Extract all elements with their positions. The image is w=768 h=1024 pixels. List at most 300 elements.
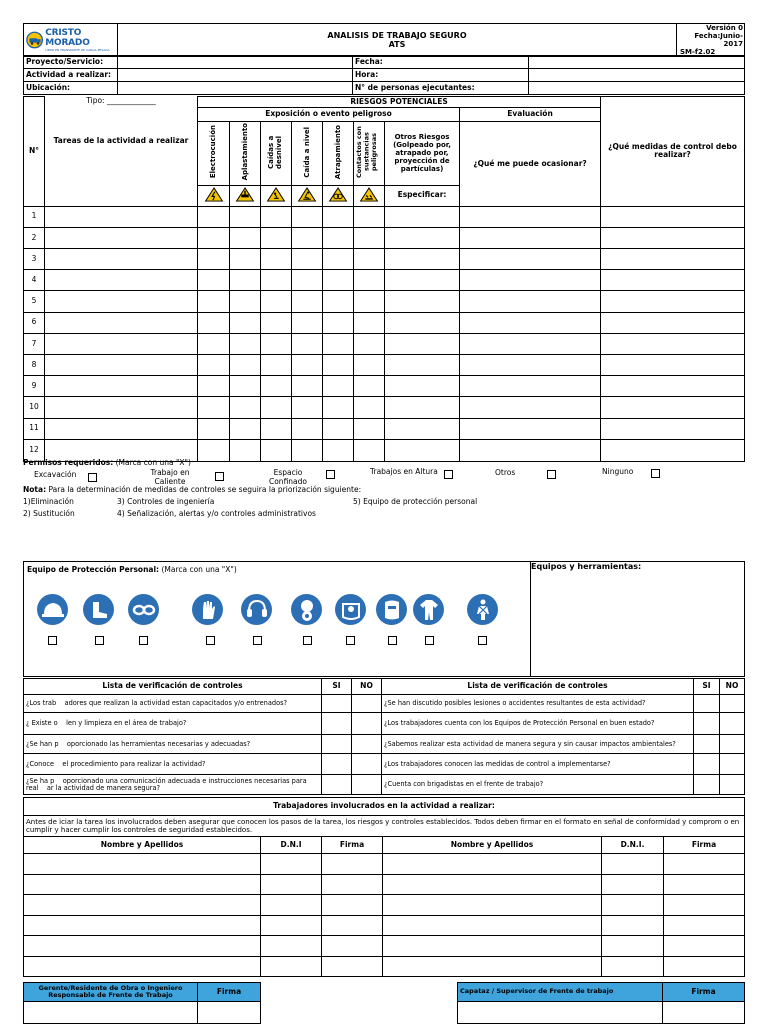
tipo-label: Tipo: _____________ (86, 96, 156, 105)
task-row (24, 397, 745, 418)
task-cell[interactable] (261, 227, 292, 248)
worker-cell[interactable] (261, 936, 322, 957)
worker-cell[interactable] (322, 915, 383, 936)
permit-label: Espacio Confinado (268, 468, 307, 486)
worker-row (24, 936, 745, 957)
truck-logo-icon (26, 30, 43, 50)
electric-warning-icon (198, 185, 230, 206)
task-cell[interactable] (261, 270, 292, 291)
task-cell[interactable] (198, 249, 230, 270)
checklist-no-cell[interactable] (720, 775, 745, 795)
time-field[interactable] (529, 69, 745, 82)
task-cell[interactable] (198, 270, 230, 291)
task-cell[interactable] (354, 439, 385, 461)
permit-trabajo-caliente (140, 469, 200, 486)
worker-cell[interactable] (261, 956, 322, 977)
task-cell[interactable] (230, 206, 261, 227)
worker-cell[interactable] (383, 874, 602, 895)
checklist-header-left: Lista de verificación de controles (24, 679, 322, 695)
workers-instructions: Antes de iciar la tarea los involucrados deben asegurar que conocen los pasos de la tarea, los riesgos y controles establecidos. Todos deben firmar en el formato en señal de conformidad y comprom o en cumplir y hacer cumplir los controles de seguridad establecidos. (24, 816, 745, 837)
task-cell[interactable] (354, 397, 385, 418)
task-cell[interactable] (292, 376, 323, 397)
note-line (23, 486, 361, 495)
task-cell[interactable] (45, 249, 198, 270)
task-cell[interactable] (261, 249, 292, 270)
checklist-question-right: ¿Cuenta con brigadistas en el frente de trabajo? (382, 775, 694, 795)
checklist-no-cell[interactable] (352, 754, 382, 775)
foreman-firma-label: Firma (663, 983, 745, 1002)
task-cell[interactable] (460, 312, 601, 333)
date-label: Fecha: (353, 56, 529, 69)
task-cell[interactable] (460, 249, 601, 270)
worker-cell[interactable] (664, 915, 745, 936)
task-cell[interactable] (261, 397, 292, 418)
task-row-number: 10 (24, 397, 45, 418)
checklist-question-right: ¿Los trabajadores conocen las medidas de control a implementarse? (382, 754, 694, 775)
worker-cell[interactable] (383, 936, 602, 957)
dni-header-right: D.N.I. (602, 837, 664, 854)
task-cell[interactable] (292, 206, 323, 227)
doc-title: ANALISIS DE TRABAJO SEGURO (327, 30, 467, 40)
worker-cell[interactable] (322, 854, 383, 875)
task-cell[interactable] (601, 418, 745, 439)
worker-cell[interactable] (664, 895, 745, 916)
task-row-number: 6 (24, 312, 45, 333)
worker-cell[interactable] (322, 895, 383, 916)
note-item-3: 3) Controles de ingeniería (117, 497, 215, 506)
task-cell[interactable] (323, 333, 354, 354)
task-cell[interactable] (385, 249, 460, 270)
task-cell[interactable] (198, 397, 230, 418)
header-table (23, 23, 745, 57)
task-cell[interactable] (323, 249, 354, 270)
task-cell[interactable] (601, 439, 745, 461)
checklist-row (24, 735, 745, 754)
checklist-no-cell[interactable] (720, 695, 745, 713)
worker-cell[interactable] (383, 895, 602, 916)
dni-header-left: D.N.I (261, 837, 322, 854)
location-field[interactable] (118, 82, 353, 95)
task-cell[interactable] (230, 439, 261, 461)
task-cell[interactable] (261, 418, 292, 439)
task-cell[interactable] (354, 333, 385, 354)
task-row-number: 8 (24, 354, 45, 375)
task-cell[interactable] (230, 376, 261, 397)
task-cell[interactable] (323, 206, 354, 227)
task-cell[interactable] (45, 376, 198, 397)
worker-cell[interactable] (383, 915, 602, 936)
si-header-left: SI (322, 679, 352, 695)
worker-cell[interactable] (664, 874, 745, 895)
worker-cell[interactable] (664, 854, 745, 875)
worker-cell[interactable] (24, 854, 261, 875)
checklist-no-cell[interactable] (352, 713, 382, 735)
que-puede-header: ¿Qué me puede ocasionar? (460, 122, 601, 207)
task-cell[interactable] (230, 354, 261, 375)
gloves-checkbox[interactable] (206, 636, 215, 645)
task-cell[interactable] (198, 439, 230, 461)
task-cell[interactable] (292, 270, 323, 291)
task-cell[interactable] (601, 270, 745, 291)
permit-altura-checkbox[interactable] (444, 470, 453, 479)
checklist-si-cell[interactable] (694, 695, 720, 713)
worker-cell[interactable] (261, 915, 322, 936)
hazard-atrapamiento (323, 122, 354, 186)
permit-otros (495, 469, 515, 478)
task-cell[interactable] (354, 354, 385, 375)
project-field[interactable] (118, 56, 353, 69)
hazard-label: Caídas a desnivel (267, 135, 284, 169)
task-cell[interactable] (198, 312, 230, 333)
task-cell[interactable] (601, 333, 745, 354)
checklist-si-cell[interactable] (694, 713, 720, 735)
worker-cell[interactable] (24, 915, 261, 936)
firma-header-right: Firma (664, 837, 745, 854)
task-row-number: 2 (24, 227, 45, 248)
task-cell[interactable] (323, 354, 354, 375)
task-cell[interactable] (460, 206, 601, 227)
task-cell[interactable] (385, 397, 460, 418)
task-cell[interactable] (198, 418, 230, 439)
task-cell[interactable] (601, 291, 745, 312)
epp-title (27, 566, 237, 575)
task-row-number: 1 (24, 206, 45, 227)
safety-glasses-icon (128, 594, 159, 625)
medidas-header: ¿Qué medidas de control debo realizar? (601, 97, 745, 207)
task-cell[interactable] (292, 397, 323, 418)
task-cell[interactable] (292, 439, 323, 461)
no-header-right: NO (720, 679, 745, 695)
welding-mask-icon (376, 594, 407, 625)
company-logo (24, 26, 117, 55)
task-cell[interactable] (45, 397, 198, 418)
task-cell[interactable] (601, 354, 745, 375)
worker-row (24, 874, 745, 895)
checklist-si-cell[interactable] (322, 695, 352, 713)
especificar-label: Especificar: (385, 185, 460, 206)
checklist-question-right: ¿Sabemos realizar esta actividad de manera segura y sin causar impactos ambientales? (382, 735, 694, 754)
task-cell[interactable] (460, 227, 601, 248)
checklist-question-left: ¿Conoce el procedimiento para realizar la actividad? (24, 754, 322, 775)
task-cell[interactable] (354, 270, 385, 291)
worker-cell[interactable] (383, 956, 602, 977)
task-cell[interactable] (385, 333, 460, 354)
welding-mask-checkbox[interactable] (388, 636, 397, 645)
workers-title: Trabajadores involucrados en la actividad a realizar: (24, 798, 745, 816)
task-cell[interactable] (354, 418, 385, 439)
task-cell[interactable] (460, 291, 601, 312)
coverall-icon (413, 594, 444, 625)
doc-subtitle: ATS (388, 40, 406, 50)
task-cell[interactable] (230, 397, 261, 418)
task-cell[interactable] (385, 270, 460, 291)
hazard-electrocucion (198, 122, 230, 186)
permit-label: Trabajo en Caliente (150, 468, 190, 486)
checklist-no-cell[interactable] (720, 713, 745, 735)
task-cell[interactable] (198, 206, 230, 227)
foreman-name-field[interactable] (458, 1002, 663, 1024)
logo-name: CRISTO MORADO (45, 28, 90, 49)
doc-date: Fecha:Junio-2017 (694, 32, 743, 49)
workers-count-field[interactable] (529, 82, 745, 95)
respirator-checkbox[interactable] (303, 636, 312, 645)
otros-riesgos-header: Otros Riesgos (Golpeado por, atrapado por, proyección de partículas) (385, 122, 460, 186)
worker-cell[interactable] (602, 936, 664, 957)
task-cell[interactable] (323, 397, 354, 418)
date-field[interactable] (529, 56, 745, 69)
worker-cell[interactable] (322, 936, 383, 957)
firma-header-left: Firma (322, 837, 383, 854)
task-cell[interactable] (230, 227, 261, 248)
name-header-right: Nombre y Apellidos (383, 837, 602, 854)
foreman-signature-field[interactable] (663, 1002, 745, 1024)
worker-cell[interactable] (261, 854, 322, 875)
doc-version-cell (677, 24, 745, 57)
checklist-si-cell[interactable] (322, 754, 352, 775)
task-cell[interactable] (198, 227, 230, 248)
worker-cell[interactable] (602, 956, 664, 977)
task-cell[interactable] (354, 227, 385, 248)
checklist-si-cell[interactable] (322, 713, 352, 735)
doc-code: SM-f2.02 (680, 48, 716, 57)
permit-label: Ninguno (602, 467, 634, 476)
permit-label: Otros (495, 468, 516, 477)
permit-confinado-checkbox[interactable] (326, 470, 335, 479)
checklist-no-cell[interactable] (352, 735, 382, 754)
task-cell[interactable] (198, 354, 230, 375)
task-cell[interactable] (261, 439, 292, 461)
worker-cell[interactable] (24, 874, 261, 895)
task-cell[interactable] (354, 291, 385, 312)
task-cell[interactable] (601, 227, 745, 248)
permit-caliente-checkbox[interactable] (215, 472, 224, 481)
task-cell[interactable] (601, 249, 745, 270)
task-cell[interactable] (460, 418, 601, 439)
task-cell[interactable] (460, 439, 601, 461)
task-cell[interactable] (261, 312, 292, 333)
hazard-label: Caída a nivel (302, 126, 311, 178)
worker-cell[interactable] (602, 874, 664, 895)
task-cell[interactable] (230, 291, 261, 312)
task-cell[interactable] (45, 270, 198, 291)
task-cell[interactable] (323, 291, 354, 312)
task-cell[interactable] (292, 333, 323, 354)
checklist-si-cell[interactable] (322, 735, 352, 754)
permit-otros-checkbox[interactable] (547, 470, 556, 479)
task-cell[interactable] (292, 312, 323, 333)
num-header: N° (24, 97, 45, 207)
task-cell[interactable] (385, 418, 460, 439)
gloves-icon (192, 594, 223, 625)
note-item-2: 2) Sustitución (23, 509, 75, 518)
permit-ninguno-checkbox[interactable] (651, 469, 660, 478)
task-cell[interactable] (601, 376, 745, 397)
task-cell[interactable] (292, 227, 323, 248)
task-cell[interactable] (261, 376, 292, 397)
checklist-question-left: ¿Se ha p oporcionado una comunicación adecuada e instrucciones necesarias para real ar la actividad de manera segura? (24, 775, 322, 795)
task-cell[interactable] (323, 270, 354, 291)
task-cell[interactable] (292, 418, 323, 439)
location-label: Ubicación: (24, 82, 118, 95)
task-row-number: 7 (24, 333, 45, 354)
task-cell[interactable] (198, 291, 230, 312)
task-cell[interactable] (261, 206, 292, 227)
worker-cell[interactable] (24, 895, 261, 916)
task-row (24, 354, 745, 375)
task-cell[interactable] (292, 354, 323, 375)
permit-excavacion-checkbox[interactable] (88, 473, 97, 482)
hard-hat-icon (37, 594, 68, 625)
entrapment-warning-icon (323, 185, 354, 206)
task-cell[interactable] (45, 354, 198, 375)
permit-excavacion (34, 471, 76, 480)
checklist-si-cell[interactable] (694, 735, 720, 754)
task-row-number: 9 (24, 376, 45, 397)
risk-table (23, 96, 745, 462)
checklist-si-cell[interactable] (322, 775, 352, 795)
manager-label: Gerente/Residente de Obra o Ingeniero Responsable de Frente de Trabajo (24, 983, 198, 1002)
task-cell[interactable] (354, 249, 385, 270)
task-cell[interactable] (460, 270, 601, 291)
task-cell[interactable] (45, 312, 198, 333)
task-cell[interactable] (601, 312, 745, 333)
task-cell[interactable] (45, 291, 198, 312)
safety-glasses-checkbox[interactable] (139, 636, 148, 645)
task-row (24, 418, 745, 439)
permit-espacio-confinado (262, 469, 314, 486)
permits-note: (Marca con una "X") (115, 458, 191, 467)
checklist-question-left: ¿ Existe o len y limpieza en el área de trabajo? (24, 713, 322, 735)
task-cell[interactable] (460, 354, 601, 375)
permits-label: Permisos requeridos: (23, 458, 114, 467)
hazard-label: Aplastamiento (240, 123, 249, 181)
harness-icon (467, 594, 498, 625)
task-cell[interactable] (323, 376, 354, 397)
task-cell[interactable] (385, 312, 460, 333)
task-cell[interactable] (460, 397, 601, 418)
manager-signature-field[interactable] (198, 1002, 261, 1024)
task-cell[interactable] (323, 312, 354, 333)
ear-protection-checkbox[interactable] (253, 636, 262, 645)
task-cell[interactable] (385, 354, 460, 375)
task-cell[interactable] (601, 206, 745, 227)
task-cell[interactable] (460, 333, 601, 354)
permit-label: Trabajos en Altura (370, 467, 438, 476)
task-cell[interactable] (45, 418, 198, 439)
task-cell[interactable] (385, 376, 460, 397)
harness-checkbox[interactable] (478, 636, 487, 645)
task-cell[interactable] (45, 333, 198, 354)
worker-cell[interactable] (602, 915, 664, 936)
task-cell[interactable] (261, 291, 292, 312)
task-cell[interactable] (198, 376, 230, 397)
no-header-left: NO (352, 679, 382, 695)
task-row (24, 376, 745, 397)
safety-boots-checkbox[interactable] (95, 636, 104, 645)
task-cell[interactable] (230, 312, 261, 333)
worker-cell[interactable] (602, 854, 664, 875)
task-cell[interactable] (261, 354, 292, 375)
task-cell[interactable] (323, 418, 354, 439)
task-cell[interactable] (354, 312, 385, 333)
tasks-header-cell (45, 97, 198, 207)
task-row (24, 312, 745, 333)
task-cell[interactable] (323, 227, 354, 248)
task-cell[interactable] (230, 418, 261, 439)
task-cell[interactable] (198, 333, 230, 354)
task-row (24, 291, 745, 312)
task-cell[interactable] (230, 249, 261, 270)
manager-name-field[interactable] (24, 1002, 198, 1024)
worker-cell[interactable] (664, 956, 745, 977)
face-shield-checkbox[interactable] (346, 636, 355, 645)
worker-row (24, 956, 745, 977)
task-row-number: 5 (24, 291, 45, 312)
permits-title (23, 459, 191, 468)
task-cell[interactable] (292, 291, 323, 312)
worker-cell[interactable] (24, 956, 261, 977)
worker-cell[interactable] (383, 854, 602, 875)
checklist-no-cell[interactable] (720, 754, 745, 775)
task-row-number: 3 (24, 249, 45, 270)
activity-field[interactable] (118, 69, 353, 82)
task-cell[interactable] (385, 291, 460, 312)
task-cell[interactable] (292, 249, 323, 270)
worker-cell[interactable] (261, 874, 322, 895)
hard-hat-checkbox[interactable] (48, 636, 57, 645)
task-cell[interactable] (261, 333, 292, 354)
fall-height-warning-icon (261, 185, 292, 206)
task-cell[interactable] (354, 206, 385, 227)
checklist-no-cell[interactable] (352, 775, 382, 795)
worker-row (24, 854, 745, 875)
task-cell[interactable] (323, 439, 354, 461)
task-cell[interactable] (385, 206, 460, 227)
worker-cell[interactable] (322, 874, 383, 895)
ear-protection-icon (241, 594, 272, 625)
note-item-5: 5) Equipo de protección personal (353, 497, 478, 506)
checklist-si-cell[interactable] (694, 775, 720, 795)
task-cell[interactable] (230, 270, 261, 291)
task-cell[interactable] (385, 439, 460, 461)
epp-divider (530, 562, 531, 676)
task-cell[interactable] (354, 376, 385, 397)
logo-cell (24, 24, 118, 57)
task-cell[interactable] (601, 397, 745, 418)
task-cell[interactable] (230, 333, 261, 354)
note-item-1: 1)Eliminación (23, 497, 74, 506)
note-label: Nota: (23, 485, 47, 494)
task-cell[interactable] (460, 376, 601, 397)
checklist-row (24, 775, 745, 795)
checklist-question-left: ¿Se han p oporcionado las herramientas necesarias y adecuadas? (24, 735, 322, 754)
worker-cell[interactable] (261, 895, 322, 916)
worker-cell[interactable] (24, 936, 261, 957)
worker-cell[interactable] (664, 936, 745, 957)
task-row-number: 11 (24, 418, 45, 439)
checklist-header-right: Lista de verificación de controles (382, 679, 694, 695)
task-cell[interactable] (45, 206, 198, 227)
task-cell[interactable] (45, 227, 198, 248)
checklist-no-cell[interactable] (720, 735, 745, 754)
coverall-checkbox[interactable] (425, 636, 434, 645)
checklist-no-cell[interactable] (352, 695, 382, 713)
checklist-si-cell[interactable] (694, 754, 720, 775)
task-cell[interactable] (385, 227, 460, 248)
workers-count-label: N° de personas ejecutantes: (353, 82, 529, 95)
worker-cell[interactable] (602, 895, 664, 916)
worker-cell[interactable] (322, 956, 383, 977)
